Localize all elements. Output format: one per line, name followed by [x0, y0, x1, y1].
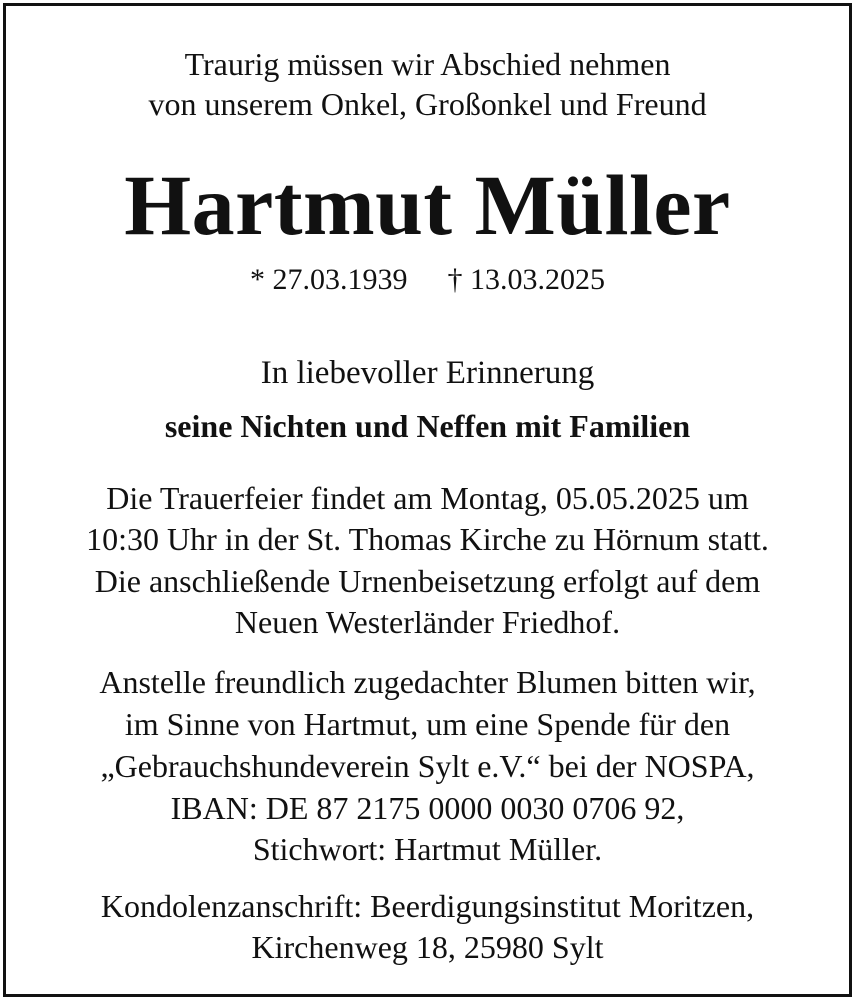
condolence-address-line: Kondolenzanschrift: Beerdigungsinstitut Moritzen, — [100, 888, 755, 924]
funeral-text-line: Neuen Westerländer Friedhof. — [234, 604, 621, 640]
donation-text-line: Anstelle freundlich zugedachter Blumen bitten wir, — [99, 664, 756, 700]
condolence-address-line: Kirchenweg 18, 25980 Sylt — [251, 929, 604, 965]
life-dates — [0, 262, 855, 298]
intro-line-2: von unserem Onkel, Großonkel und Freund — [148, 86, 707, 122]
memory-line: In liebevoller Erinnerung — [260, 355, 595, 391]
donation-text-line: im Sinne von Hartmut, um eine Spende für den — [124, 706, 731, 742]
death-date: † 13.03.2025 — [447, 263, 605, 296]
iban-line: IBAN: DE 87 2175 0000 0030 0706 92, — [170, 790, 685, 826]
intro-line-1: Traurig müssen wir Abschied nehmen — [184, 46, 671, 82]
funeral-text-line: 10:30 Uhr in der St. Thomas Kirche zu Hörnum statt. — [86, 521, 769, 557]
keyword-line: Stichwort: Hartmut Müller. — [252, 831, 603, 867]
deceased-name: Hartmut Müller — [124, 157, 731, 253]
donation-text-line: „Gebrauchshundeverein Sylt e.V.“ bei der NOSPA, — [100, 748, 755, 784]
funeral-text-line: Die anschließende Urnenbeisetzung erfolgt auf dem — [94, 563, 761, 599]
funeral-text-line: Die Trauerfeier findet am Montag, 05.05.2025 um — [106, 480, 749, 516]
mourners-line: seine Nichten und Neffen mit Familien — [164, 408, 691, 444]
birth-date: * 27.03.1939 — [250, 263, 408, 296]
